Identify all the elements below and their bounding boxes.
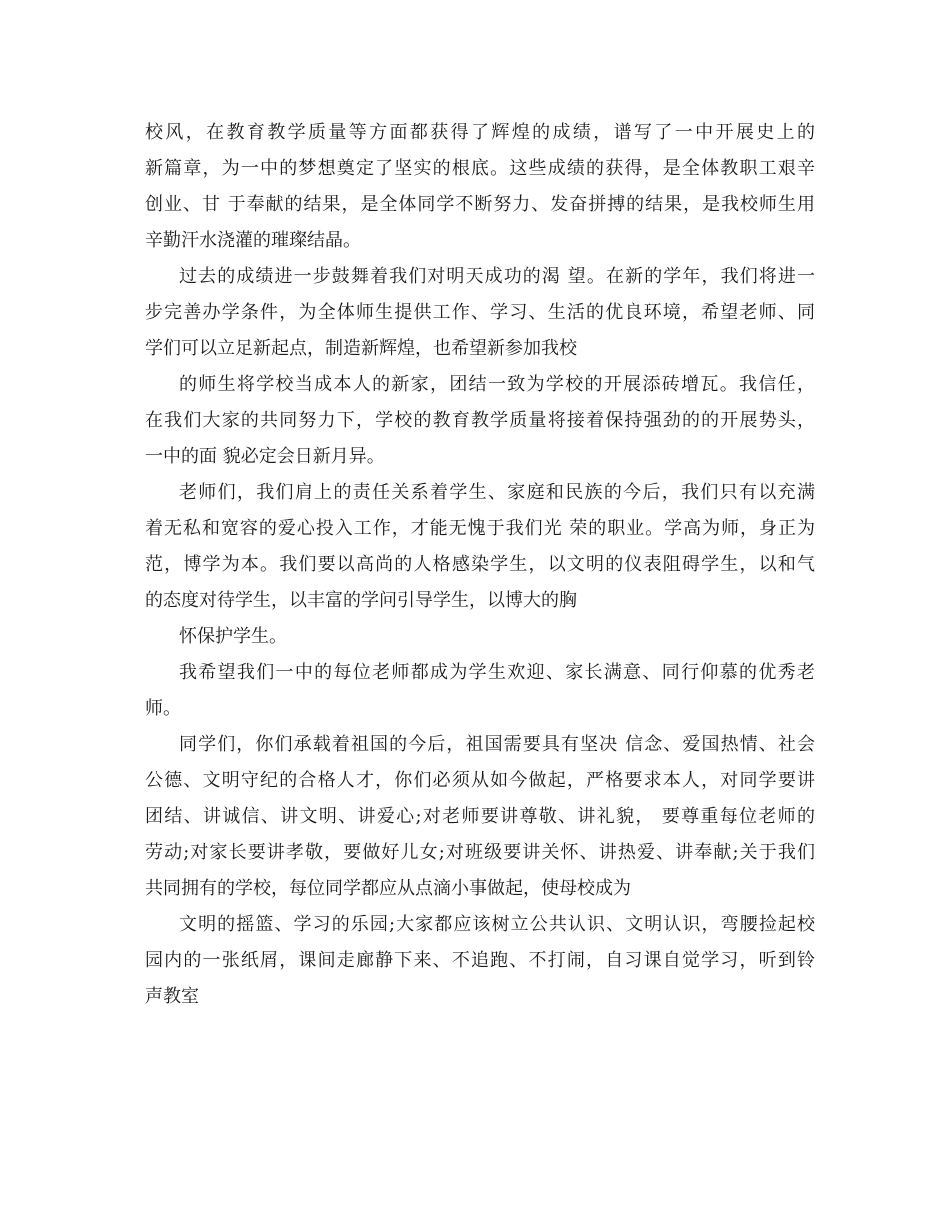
text-line: 一中的面 貌必定会日新月异。 (145, 446, 385, 467)
text-line: 的师生将学校当成本人的新家，团结一致为学校的开展添砖增瓦。我信任， (179, 374, 815, 395)
text-line: 在我们大家的共同努力下，学校的教育教学质量将接着保持强劲的的开展势头， (145, 410, 815, 431)
text-line: 学们可以立足新起点，制造新辉煌，也希望新参加我校 (145, 338, 577, 359)
text-line: 新篇章，为一中的梦想奠定了坚实的根底。这些成绩的获得，是全体教职工艰辛 (145, 158, 815, 179)
text-line: 的态度对待学生，以丰富的学问引导学生，以博大的胸 (145, 590, 577, 611)
text-line: 创业、甘 于奉献的结果，是全体同学不断努力、发奋拼搏的结果，是我校师生用 (145, 194, 815, 215)
text-line: 团结、讲诚信、讲文明、讲爱心;对老师要讲尊敬、讲礼貌， 要尊重每位老师的 (145, 806, 815, 827)
text-line: 同学们，你们承载着祖国的今后，祖国需要具有坚决 信念、爱国热情、社会 (179, 734, 815, 755)
text-line: 怀保护学生。 (179, 626, 287, 647)
text-line: 共同拥有的学校，每位同学都应从点滴小事做起，使母校成为 (145, 878, 631, 899)
text-line: 文明的摇篮、学习的乐园;大家都应该树立公共认识、文明认识，弯腰捡起校 (179, 914, 815, 935)
text-line: 辛勤汗水浇灌的璀璨结晶。 (145, 230, 361, 251)
text-line: 校风，在教育教学质量等方面都获得了辉煌的成绩，谱写了一中开展史上的 (145, 122, 815, 143)
text-line: 步完善办学条件，为全体师生提供工作、学习、生活的优良环境，希望老师、同 (145, 302, 815, 323)
text-line: 劳动;对家长要讲孝敬，要做好儿女;对班级要讲关怀、讲热爱、讲奉献;关于我们 (145, 842, 815, 863)
text-line: 我希望我们一中的每位老师都成为学生欢迎、家长满意、同行仰慕的优秀老 (179, 662, 815, 683)
text-line: 范，博学为本。我们要以高尚的人格感染学生，以文明的仪表阻碍学生，以和气 (145, 554, 815, 575)
text-line: 师。 (145, 698, 181, 719)
text-line: 公德、文明守纪的合格人才，你们必须从如今做起，严格要求本人，对同学要讲 (145, 770, 815, 791)
text-line: 着无私和宽容的爱心投入工作，才能无愧于我们光 荣的职业。学高为师，身正为 (145, 518, 815, 539)
text-line: 园内的一张纸屑，课间走廊静下来、不追跑、不打闹，自习课自觉学习，听到铃 (145, 950, 815, 971)
text-line: 老师们，我们肩上的责任关系着学生、家庭和民族的今后，我们只有以充满 (179, 482, 815, 503)
text-line: 过去的成绩进一步鼓舞着我们对明天成功的渴 望。在新的学年，我们将进一 (179, 266, 815, 287)
body-text (145, 115, 815, 1015)
text-line: 声教室 (145, 986, 199, 1007)
